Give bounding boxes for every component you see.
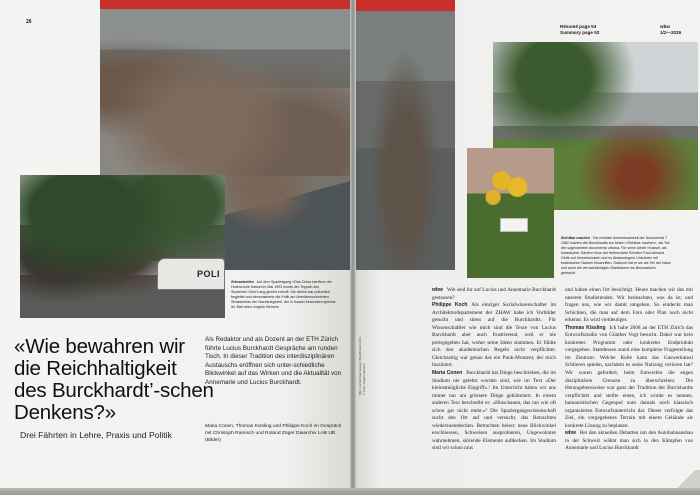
interview-paragraph xyxy=(565,430,693,453)
gutter xyxy=(350,0,356,490)
interview-paragraph xyxy=(432,302,556,370)
interview-paragraph xyxy=(432,370,556,453)
interview-paragraph xyxy=(432,287,556,302)
issue-info xyxy=(660,24,681,36)
caption-text: Die mediale Aufmerksamkeit der Documenta 7 1982 nutzten die Burckhardts zur Aktion «Sichtbar machen», als Teil der sogenannten documenta urbana. Für seine Arbeit «Kassel, als botanischer Garten» liess der befreundete Künstler Paul-Armand Gette auf Verkehrsinseln und im Abstandsgrün Unkräuter mit botanischen Namen beschriften. Dadurch hat er sie als Teil der Natur und auch die vernachlässigten Stadträume ins Bewusstsein gebracht. xyxy=(561,236,671,275)
zebra-crossing-road-photo xyxy=(225,176,355,270)
paragraph-text: Wie seid ihr auf Lucius und Annemarie Burckhardt gestossen? xyxy=(432,287,556,301)
paragraph-text: Bei den aktuellen Debatten um den Autobahnausbau in der Schweiz wähnt man sich in den Kämpfen von Annemarie und Lucius Burckhardt xyxy=(565,430,693,452)
page-curl xyxy=(670,470,700,490)
crowd-crossing-photo xyxy=(100,0,355,176)
crowd-crossing-photo-right-half xyxy=(355,0,455,270)
interview-paragraph xyxy=(565,287,693,325)
summary-link[interactable]: Summary page 53 xyxy=(560,30,600,35)
issue-number: 1/2—2026 xyxy=(660,30,682,35)
speaker-label: wbw xyxy=(432,287,443,293)
paragraph-text: Ich habe 2008 an der ETH Zürich das Entwurfsstudio von Günther Vogt besucht. Dabei war kein konkretes Programm oder konkreter Endprodukt vorgegeben. Stattdessen stand eine komplexe Fragestellung im Zentrum: Welche Rolle kann das Gaswerkareal Schlieren spielen, nachdem es seine Nutzung verloren hat? Wir waren gefordert, beim Entwerfen die engen disziplinären Grenzen zu überschreiten. Die Herangehensweise war ganz der Tradition der Burckhardts verpflichtet und stellte einen, ich würde es nennen, humanistischen Gegenpol zum damals noch klassisch organisierten Entwurfsunterricht dar. Dieser verfolgte das Ziel, ein vorgegebenes Terrain mit einem Gebäude als konkrete Lösung zu beplanen. xyxy=(565,324,693,429)
article-credits: Maria Conen, Thomas Kissling und Philippe Koch im Gespräch mit Christoph Ramisch und Roland Züger Diaarchiv LAB UB (Bilder) xyxy=(205,424,342,443)
interview-column-2 xyxy=(565,287,693,453)
resume-link[interactable]: Résumé page 53 xyxy=(560,24,597,29)
botanical-sign xyxy=(500,218,528,232)
caption-title: Sichtbar machen xyxy=(561,236,590,240)
article-intro: Als Redaktor und als Dozent an der ETH Zürich führte Lucius Burckhardt Gespräche am runden Tisch. In dieser Tradition des interdisziplinären Austauschs eröffnen sich unter-schiedliche Blickwinkel auf das Wirken und die Aktualität von Annemarie und Lucius Burckhardt. xyxy=(205,336,342,386)
interview-column-1 xyxy=(432,287,556,453)
speaker-label: wbw xyxy=(565,430,576,437)
page-number: 26 xyxy=(26,19,32,25)
paragraph-text: Als einziger Sozialwissenschafter im Architekturdepartement der ZHAW habe ich Vorbilder gesucht und stiess auf die Burckhardts. Für Wissenschaftler wie mich sind die Texte von Lucius Burckhardt aber auch frustrierend, weil er nie preisgegeben hat, woher seine Ideen stammen. Er fühlte sich den akademischen Regeln nicht verpflichtet. Gleichzeitig war genau das ein Punk-Moment, der mich fasziniert. xyxy=(432,302,556,369)
flower-sign-photo xyxy=(467,148,554,278)
article-subhead: Drei Fährten in Lehre, Praxis und Politik xyxy=(20,430,172,440)
crowd-caption xyxy=(231,280,336,310)
police-car xyxy=(157,258,225,290)
page-edge-shadow xyxy=(0,488,700,495)
speaker-label: Thomas Kissling xyxy=(565,324,606,331)
garden-caption xyxy=(561,236,671,276)
speaker-label: Philippe Koch xyxy=(432,302,468,309)
paragraph-text: Burckhardt hat Dinge beschrieben, die im Studium nie gelehrt worden sind, wie im Text «Der kleinstmögliche Eingriff».¹ Im Unterricht haben wir uns immer nur um grössere Dinge gekümmert. In einem anderen Text beschreibt er: «Hinschauen, das tun wie oft schon gar nicht mehr.»² Die Spaziergangswissenschaft sucht den Ort auf und versucht, das Betrachten wiederzuentdecken. Betrachten heisst: neue Blickwinkel erschliessen, Schweisen ausprobieren, Ungewohntes wahrnehmen, störende Elemente aufdecken. Im Studium sind wir schon raus xyxy=(432,370,556,452)
summary-reference xyxy=(560,24,599,36)
interview-paragraph xyxy=(565,325,693,431)
paragraph-text: und haben einen Ort besichtigt. Heute machen wir das mit unseren Studierenden. Wir beobachten, was da ist, und fragen uns, wie wir damit umgehen. So entdeckt man Schichten, die man auf dem Foto oder Plan noch nicht erkennt. Es wird vieldeutiger. xyxy=(565,287,693,324)
caption-title: Zebrastreifen xyxy=(231,280,254,284)
article-headline: «Wie bewahren wir die Reichhaltigkeit des Burckhardt’-schen Denkens?» xyxy=(14,335,214,424)
publication-name: wbw xyxy=(660,24,670,29)
caption-text: Auf dem Spaziergang «Das Zebra streifen» der Hochschule Kassel im Mai 1993 wurde der Teppich des Studenten Gerd Lang gezielt entrollt. Die Aktion war polizeilich begleitet und demonstrierte die Kritik am überdimensionierten Strassenbau der Nachkriegszeit, der in Kassel besonders spürbar ist. Bild oben: Angela Siemers xyxy=(231,280,336,309)
street-crossing-police-photo xyxy=(20,175,225,318)
police-label: POLI xyxy=(196,269,220,279)
image-credit-vertical: Bild: Hochschule Kassel / Burckhardt Archiv © Foto: Angela Siemers xyxy=(358,336,366,395)
speaker-label: Maria Conen xyxy=(432,370,463,377)
